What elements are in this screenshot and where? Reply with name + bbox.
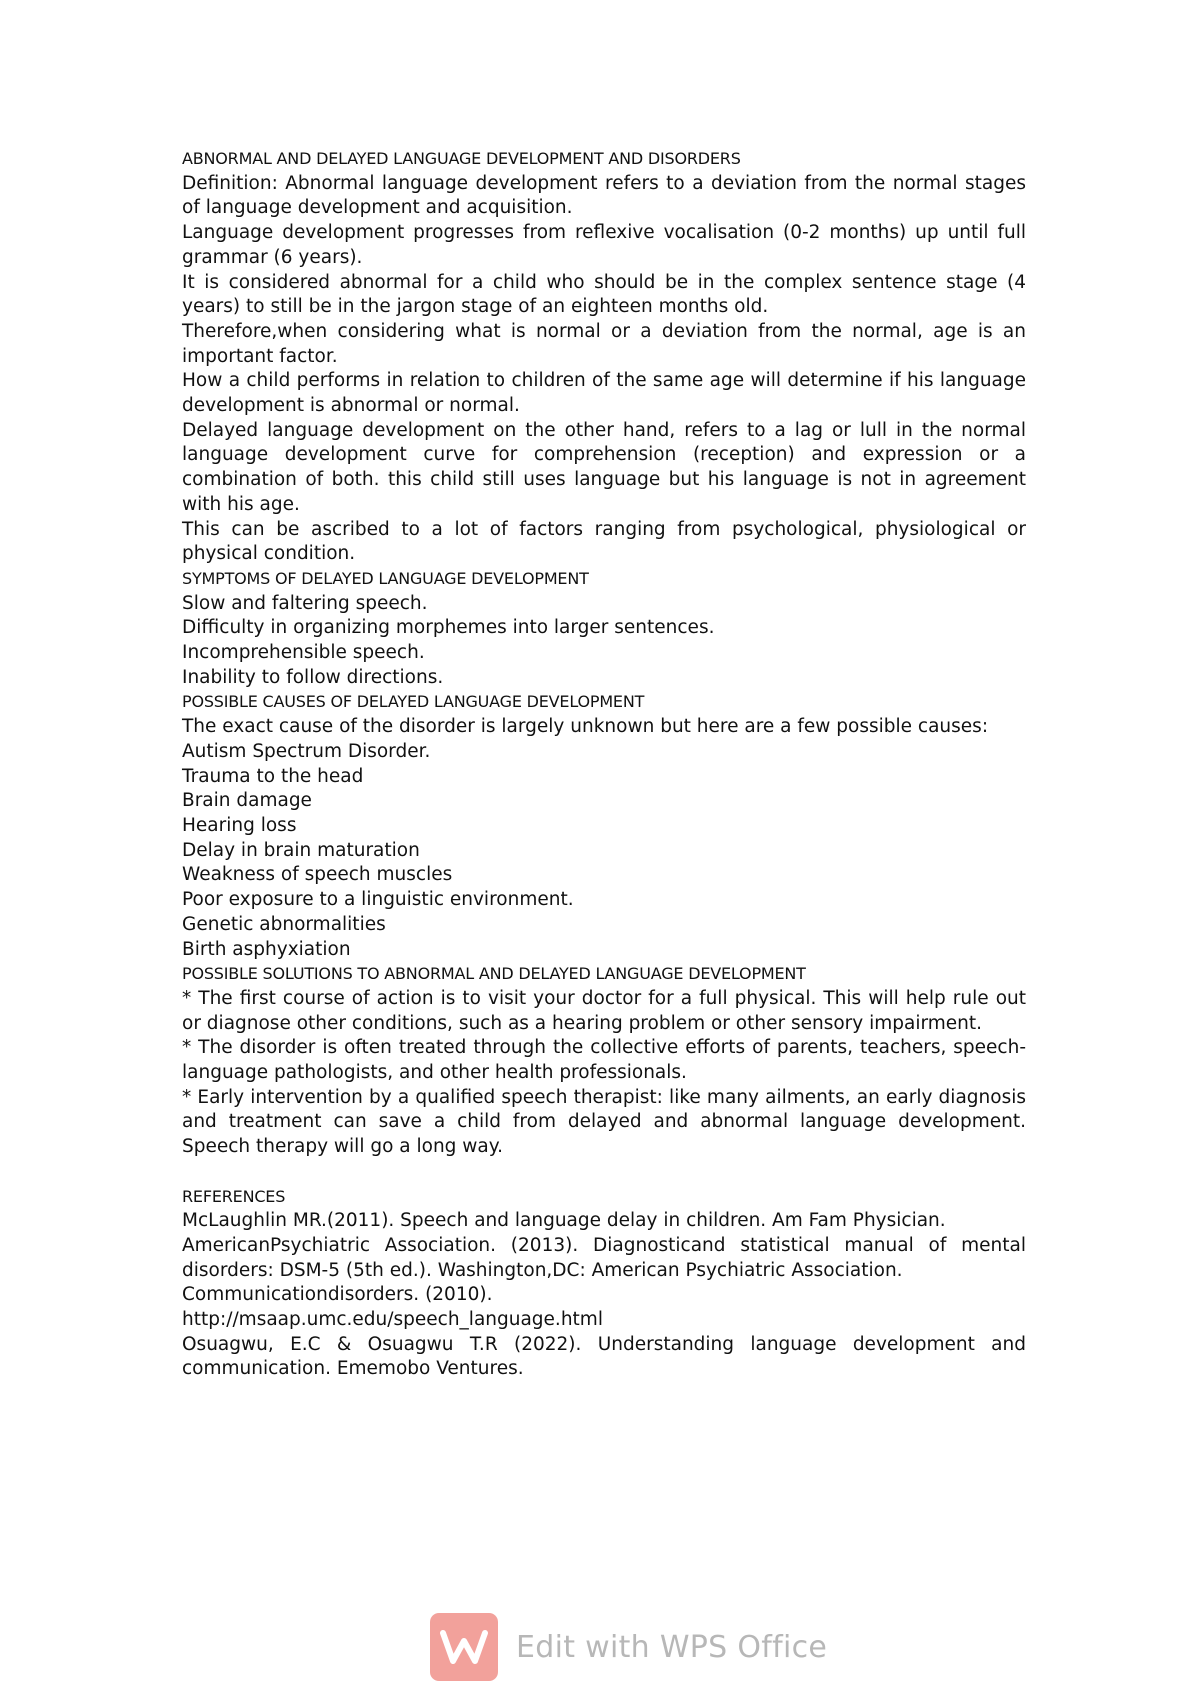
references-heading: REFERENCES [182, 1186, 286, 1206]
intro-paragraph: Definition: Abnormal language development refers to a deviation from the normal stages of language development and acquisition. [182, 172, 1026, 219]
intro-paragraph: Therefore,when considering what is normal or a deviation from the normal, age is an important factor. [182, 320, 1026, 367]
causes-intro: The exact cause of the disorder is largely unknown but here are a few possible causes: [182, 716, 989, 738]
solution-item: * Early intervention by a qualified speech therapist: like many ailments, an early diagnosis and treatment can save a child from delayed and abnormal language development. Speech therapy will go a long way. [182, 1086, 1026, 1158]
cause-item: Delay in brain maturation [182, 839, 420, 861]
wps-edit-badge[interactable] [430, 1612, 827, 1682]
solution-item: * The disorder is often treated through the collective efforts of parents, teachers, speech-language pathologists, and other health professionals. [182, 1037, 1026, 1084]
intro-paragraph: Delayed language development on the other hand, refers to a lag or lull in the normal language development curve for comprehension (reception) and expression or a combination of both. this child still uses language but his language is not in agreement with his age. [182, 419, 1026, 515]
symptom-item: Incomprehensible speech. [182, 642, 425, 664]
intro-paragraph: This can be ascribed to a lot of factors ranging from psychological, physiological or physical condition. [182, 518, 1026, 565]
solution-item: * The first course of action is to visit your doctor for a full physical. This will help rule out or diagnose other conditions, such as a hearing problem or other sensory impairment. [182, 987, 1026, 1034]
reference-link[interactable]: http://msaap.umc.edu/speech_language.html [182, 1309, 603, 1331]
symptom-item: Slow and faltering speech. [182, 592, 428, 614]
symptom-item: Difficulty in organizing morphemes into larger sentences. [182, 617, 715, 639]
reference-item: AmericanPsychiatric Association. (2013). Diagnosticand statistical manual of mental disorders: DSM-5 (5th ed.). Washington,DC: American Psychiatric Association. [182, 1234, 1026, 1281]
document-body [182, 147, 1026, 1382]
wps-w-logo-icon [430, 1613, 498, 1681]
cause-item: Poor exposure to a linguistic environment. [182, 889, 574, 911]
cause-item: Birth asphyxiation [182, 938, 351, 960]
symptom-item: Inability to follow directions. [182, 666, 444, 688]
cause-item: Brain damage [182, 790, 312, 812]
cause-item: Genetic abnormalities [182, 913, 386, 935]
cause-item: Hearing loss [182, 814, 297, 836]
symptoms-heading: SYMPTOMS OF DELAYED LANGUAGE DEVELOPMENT [182, 568, 589, 588]
document-title: ABNORMAL AND DELAYED LANGUAGE DEVELOPMENT AND DISORDERS [182, 149, 741, 168]
cause-item: Autism Spectrum Disorder. [182, 740, 431, 762]
cause-item: Weakness of speech muscles [182, 864, 453, 886]
intro-paragraph: How a child performs in relation to children of the same age will determine if his language development is abnormal or normal. [182, 370, 1026, 417]
wps-edit-label: Edit with WPS Office [516, 1629, 828, 1665]
intro-paragraph: Language development progresses from reflexive vocalisation (0-2 months) up until full grammar (6 years). [182, 222, 1026, 268]
section-spacer [182, 1160, 1026, 1185]
reference-item: Communicationdisorders. (2010). [182, 1284, 493, 1306]
intro-paragraph: It is considered abnormal for a child who should be in the complex sentence stage (4 years) to still be in the jargon stage of an eighteen months old. [182, 271, 1026, 318]
reference-item: McLaughlin MR.(2011). Speech and language delay in children. Am Fam Physician. [182, 1210, 946, 1232]
cause-item: Trauma to the head [182, 765, 364, 787]
reference-item: Osuagwu, E.C & Osuagwu T.R (2022). Understanding language development and communication. Ememobo Ventures. [182, 1333, 1026, 1380]
causes-heading: POSSIBLE CAUSES OF DELAYED LANGUAGE DEVELOPMENT [182, 692, 645, 712]
solutions-heading: POSSIBLE SOLUTIONS TO ABNORMAL AND DELAYED LANGUAGE DEVELOPMENT [182, 964, 806, 984]
